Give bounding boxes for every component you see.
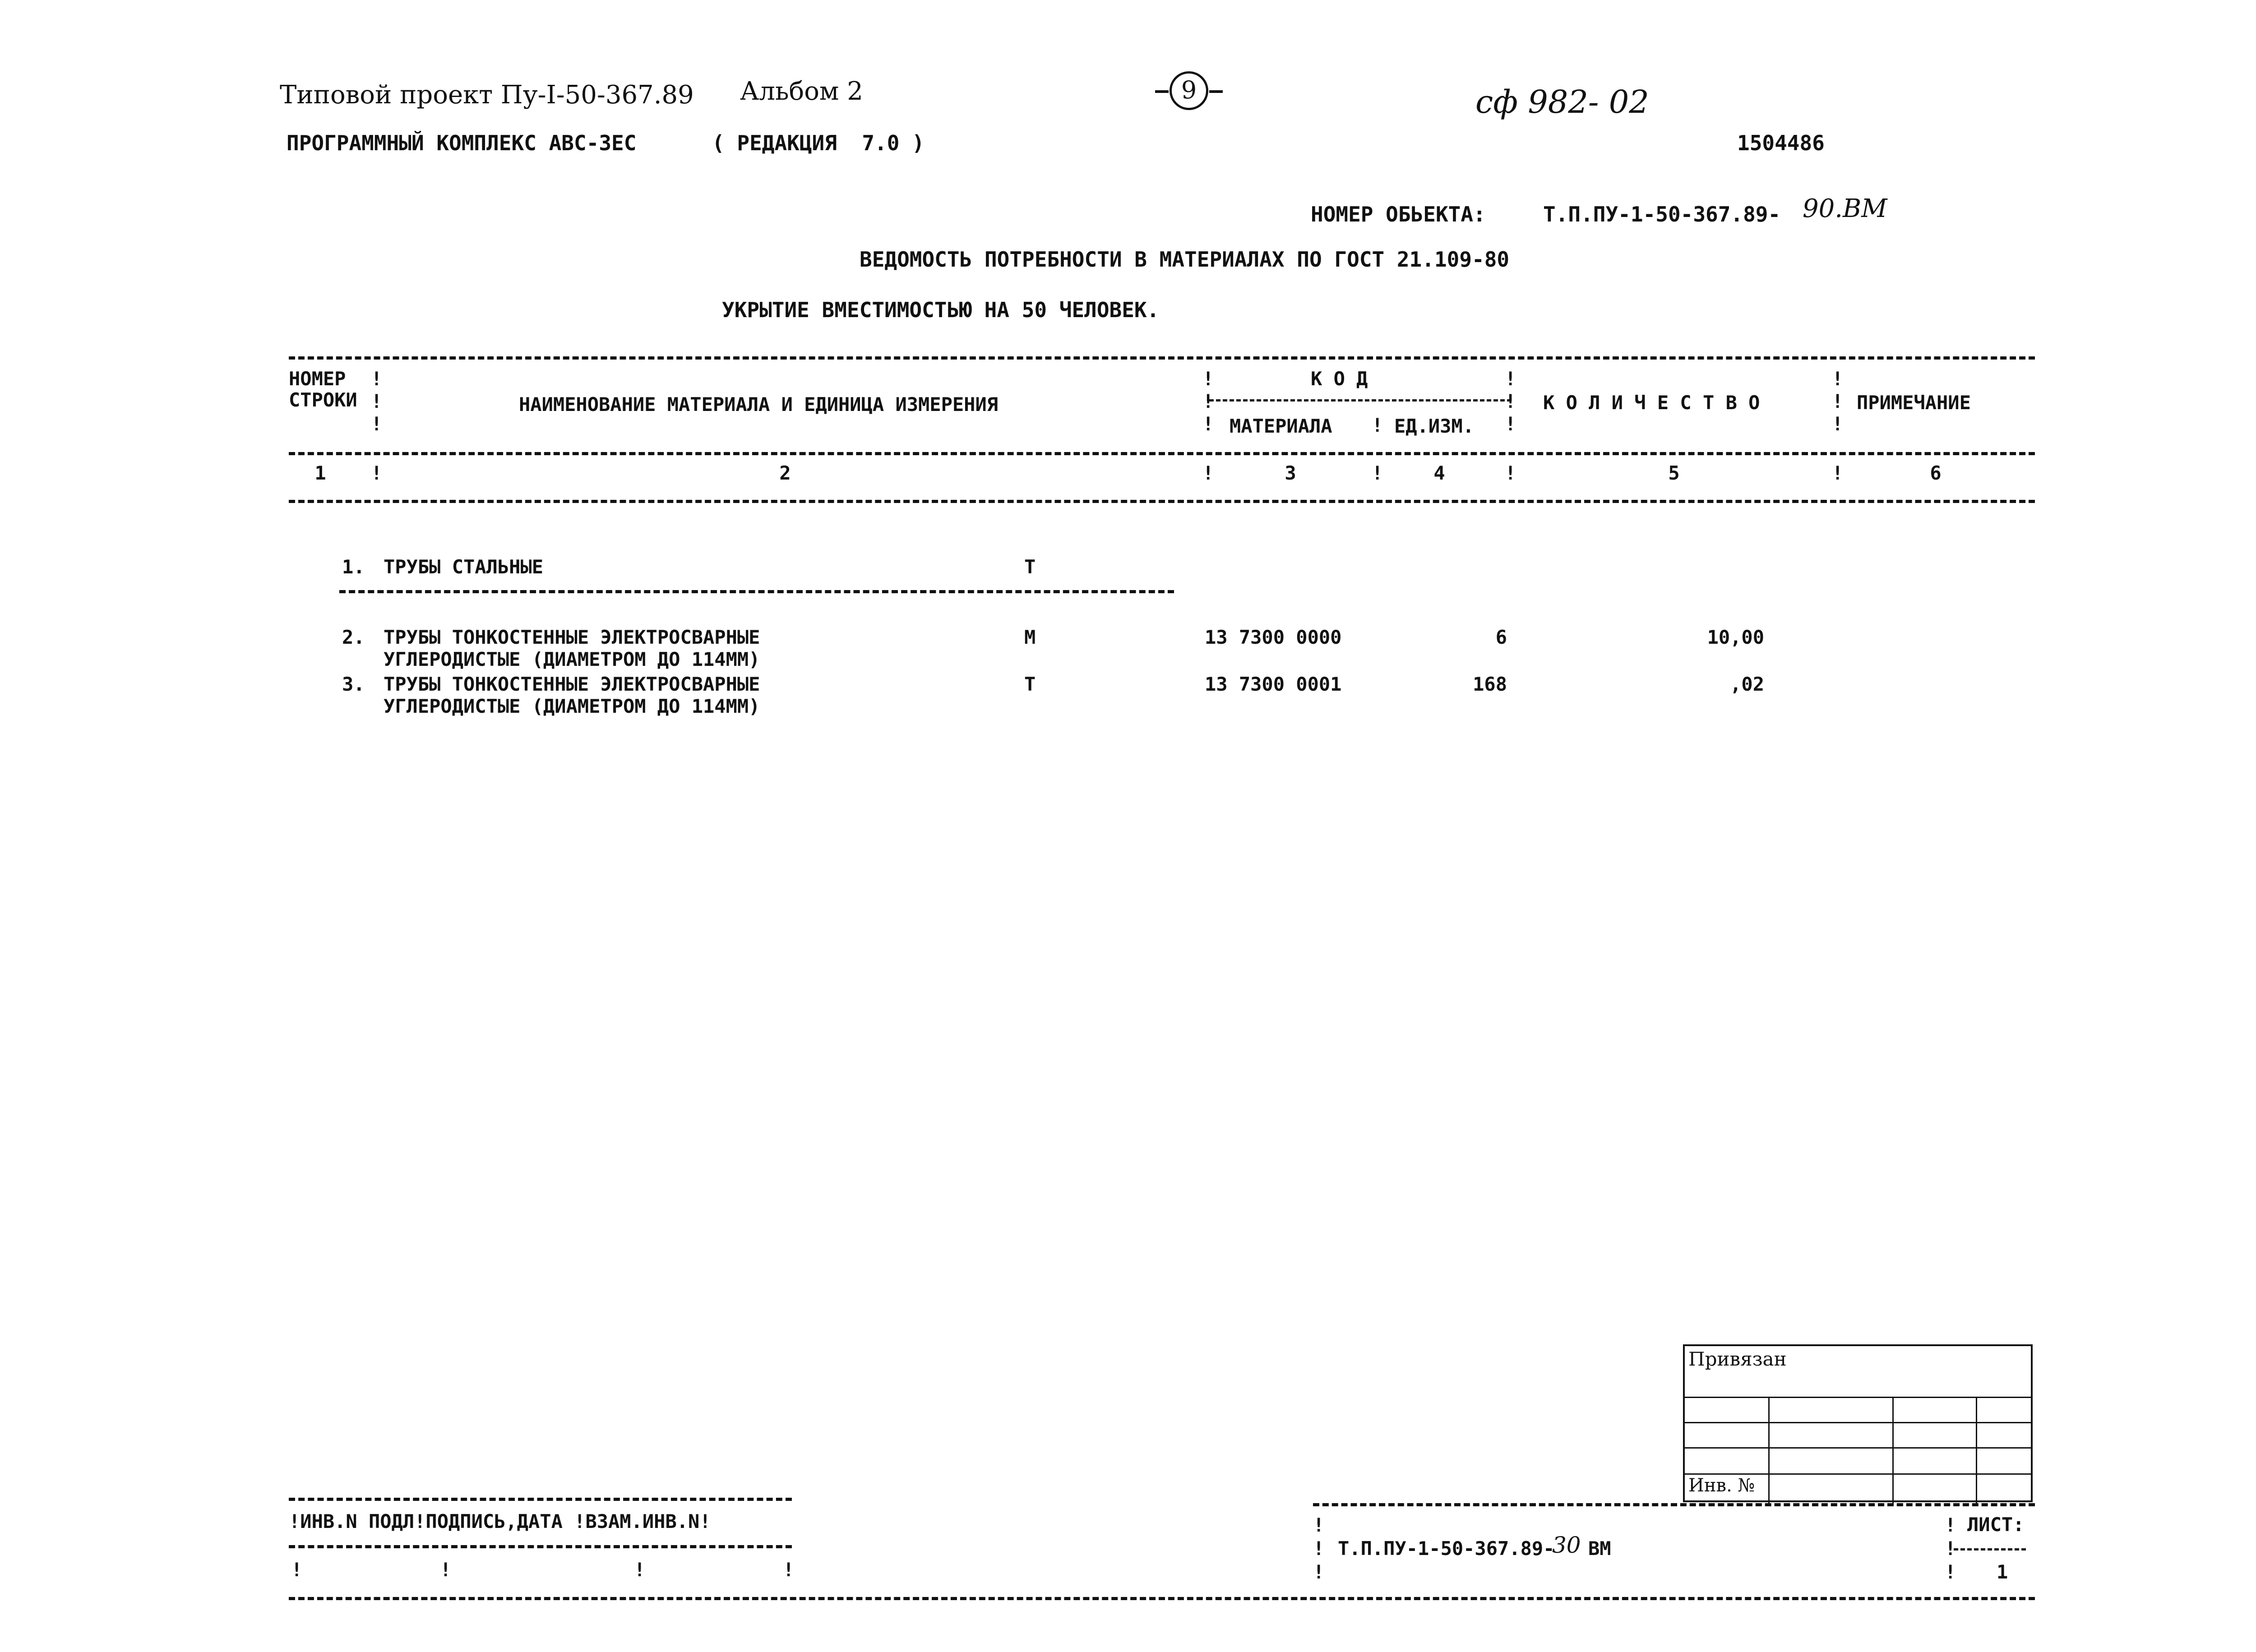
header-row-number-1: НОМЕР [289,368,346,390]
object-number-value: Т.П.ПУ-1-50-367.89- [1543,202,1781,226]
header-material-code: МАТЕРИАЛА [1230,415,1332,437]
header-name: НАИМЕНОВАНИЕ МАТЕРИАЛА И ЕДИНИЦА ИЗМЕРЕНИЯ [519,393,999,415]
column-number-6: 6 [1930,462,1942,484]
doc-number: 1504486 [1737,131,1825,155]
page-number-badge [1155,71,1227,112]
footer-doc-code-tail: ВМ [1588,1537,1611,1560]
edition-label: ( РЕДАКЦИЯ 7.0 ) [712,131,925,155]
quantity: ,02 [1730,673,1764,695]
column-number-1: 1 [314,462,326,484]
column-number-5: 5 [1668,462,1680,484]
footer-doc-code-handwritten: 30 [1552,1532,1581,1558]
project-title: Типовой проект Пу-I-50-367.89 [280,80,694,110]
row-number: 3. [342,673,365,695]
header-row-number-2: СТРОКИ [289,389,357,411]
sheet-label: ЛИСТ: [1967,1514,2025,1536]
material-name-continued: УГЛЕРОДИСТЫЕ (ДИАМЕТРОМ ДО 114ММ) [384,695,760,717]
material-code: 13 7300 0001 [1205,673,1342,695]
quantity: 10,00 [1707,626,1764,648]
footer-left-headers: !ИНВ.N ПОДЛ!ПОДПИСЬ,ДАТА !ВЗАМ.ИНВ.N! [289,1510,711,1532]
material-unit: Т [1024,673,1036,695]
binding-label: Привязан [1688,1348,1787,1370]
object-number-label: НОМЕР ОБЬЕКТА: [1311,202,1486,226]
object-number-handwritten: 90.ВМ [1803,194,1887,223]
column-number-4: 4 [1433,462,1445,484]
software-label: ПРОГРАММНЫЙ КОМПЛЕКС АВС-3ЕС [287,131,637,155]
column-number-3: 3 [1285,462,1296,484]
material-code: 13 7300 0000 [1205,626,1342,648]
material-unit: Т [1024,556,1036,578]
footer-doc-code: Т.П.ПУ-1-50-367.89- [1338,1537,1555,1560]
material-unit: М [1024,626,1036,648]
header-code: К О Д [1311,368,1368,390]
unit-code: 168 [1473,673,1507,695]
binding-stamp [1683,1344,2033,1502]
material-name-continued: УГЛЕРОДИСТЫЕ (ДИАМЕТРОМ ДО 114ММ) [384,648,760,670]
inv-number-label: Инв. № [1688,1475,1755,1496]
column-number-2: 2 [779,462,791,484]
unit-code: 6 [1495,626,1507,648]
stamp-code: сф 982- 02 [1475,83,1649,120]
document-title: ВЕДОМОСТЬ ПОТРЕБНОСТИ В МАТЕРИАЛАХ ПО ГОСТ 21.109-80 [860,247,1510,272]
material-name: ТРУБЫ СТАЛЬНЫЕ [384,556,544,578]
page-number: 9 [1181,76,1197,104]
header-unit-code: ЕД.ИЗМ. [1394,415,1475,437]
header-note: ПРИМЕЧАНИЕ [1857,392,1971,414]
material-name: ТРУБЫ ТОНКОСТЕННЫЕ ЭЛЕКТРОСВАРНЫЕ [384,626,760,648]
header-quantity: К О Л И Ч Е С Т В О [1543,392,1760,414]
row-number: 1. [342,556,365,578]
album-label: Альбом 2 [740,77,863,106]
material-name: ТРУБЫ ТОНКОСТЕННЫЕ ЭЛЕКТРОСВАРНЫЕ [384,673,760,695]
document-subtitle: УКРЫТИЕ ВМЕСТИМОСТЬЮ НА 50 ЧЕЛОВЕК. [722,298,1160,322]
row-number: 2. [342,626,365,648]
sheet-number: 1 [1997,1561,2008,1583]
